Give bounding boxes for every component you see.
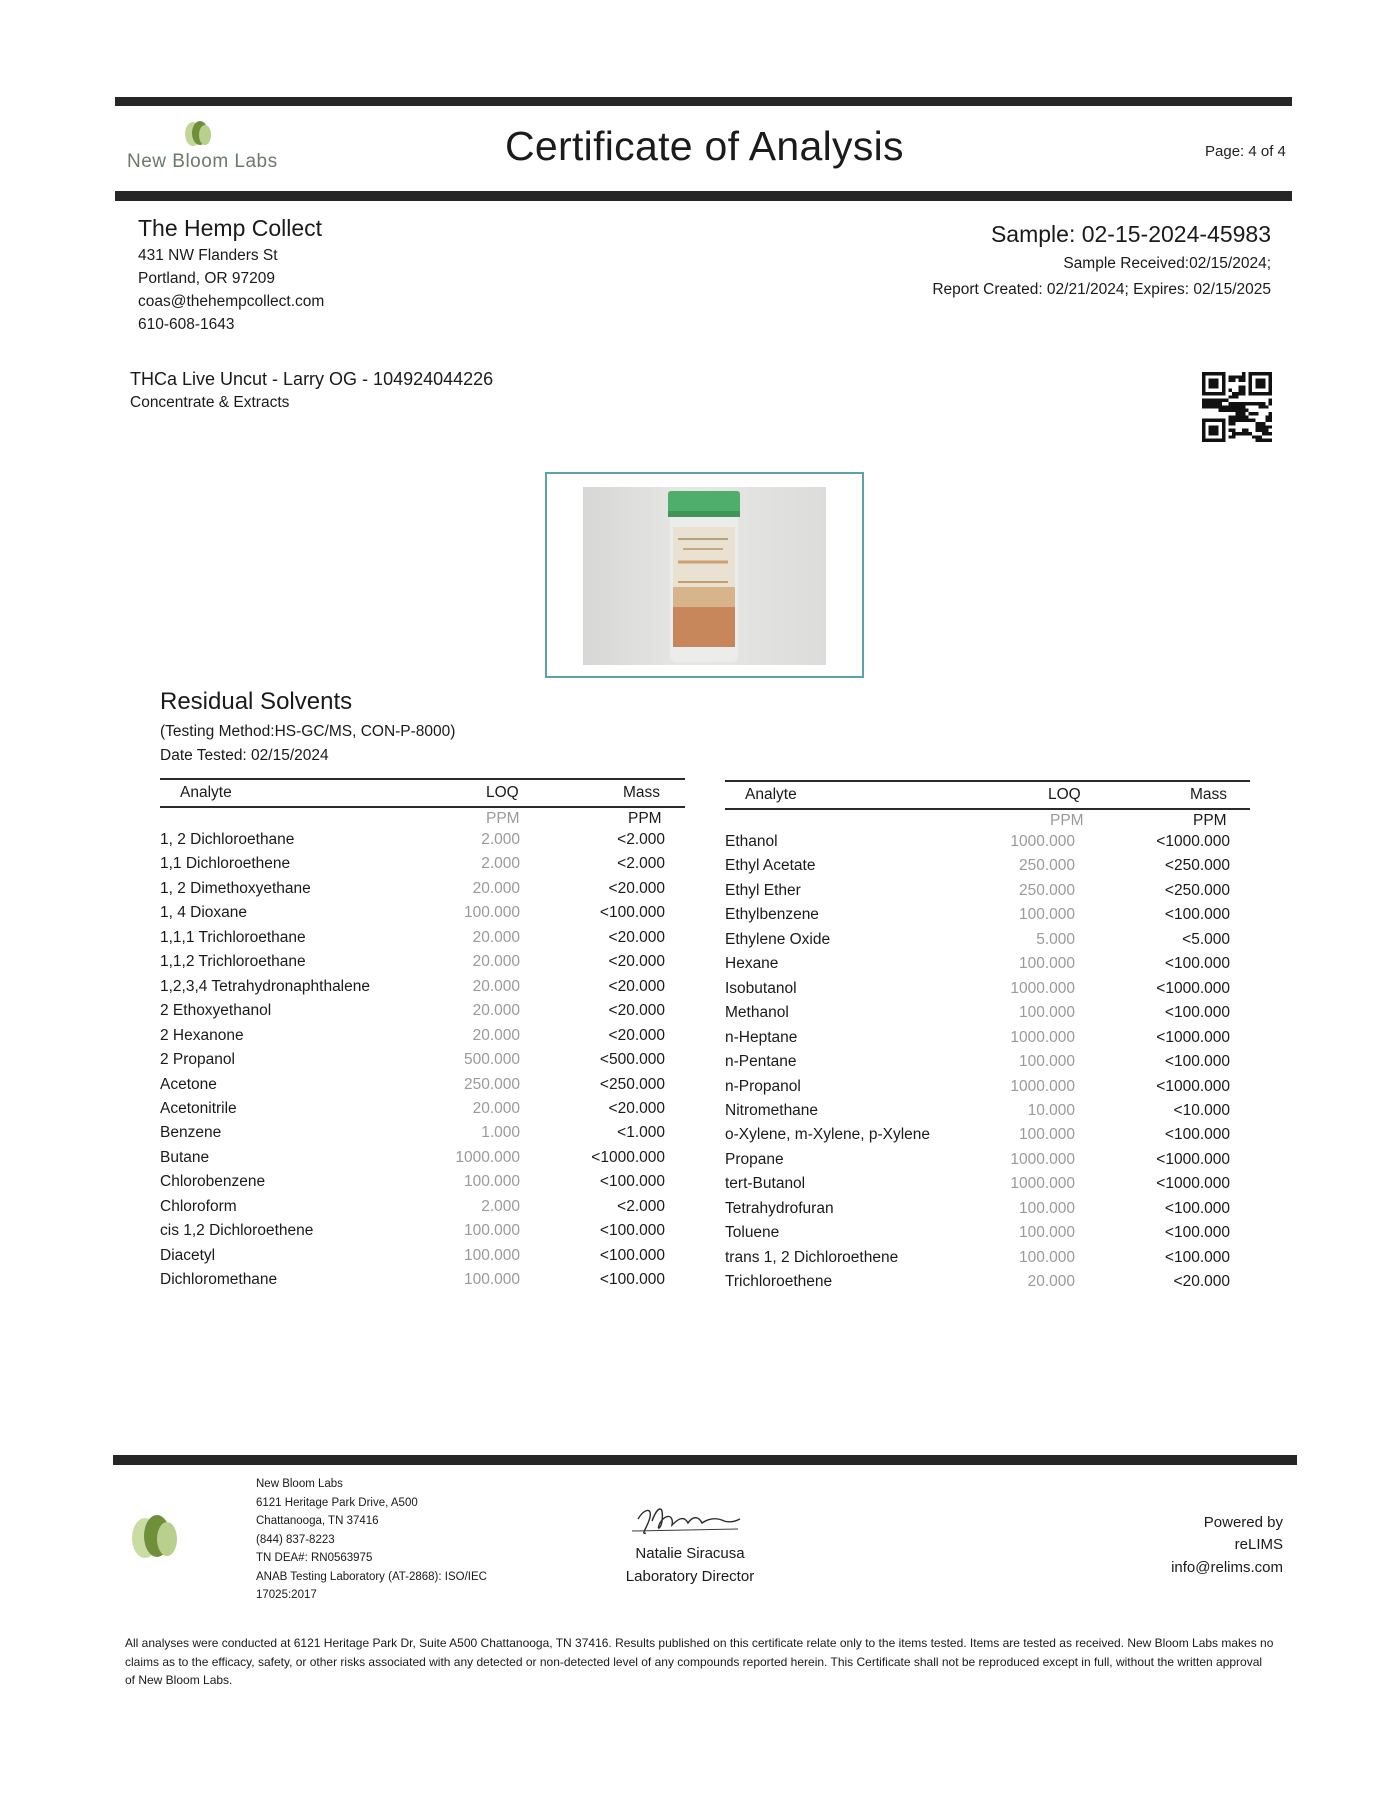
powered-by-email: info@relims.com	[1171, 1559, 1283, 1576]
table-subheader-rule	[160, 806, 685, 808]
product-category: Concentrate & Extracts	[130, 394, 290, 411]
table-row	[725, 1224, 1250, 1248]
mass-cell: <2.000	[617, 855, 665, 873]
table-row	[160, 1100, 685, 1124]
footer-lab-line: TN DEA#: RN0563975	[256, 1552, 373, 1564]
loq-cell: 20.000	[472, 977, 520, 995]
analyte-cell: 1,1,2 Trichloroethane	[160, 953, 306, 971]
mass-cell: <1000.000	[1156, 833, 1230, 850]
lab-logo	[178, 119, 218, 149]
client-phone: 610-608-1643	[138, 316, 235, 333]
analyte-cell: Trichloroethene	[725, 1273, 833, 1291]
analyte-cell: cis 1,2 Dichloroethene	[160, 1222, 314, 1240]
loq-cell: 100.000	[463, 1246, 520, 1264]
mass-cell: <1000.000	[1156, 1150, 1230, 1168]
analyte-cell: Chloroform	[160, 1197, 237, 1215]
table-row	[725, 1273, 1250, 1297]
mass-cell: <20.000	[608, 879, 665, 897]
mass-cell: <20.000	[1173, 1273, 1230, 1291]
mass-cell: <250.000	[1164, 857, 1230, 875]
analyte-cell: Acetonitrile	[160, 1099, 237, 1117]
mass-cell: <250.000	[1164, 881, 1230, 899]
table-row	[160, 929, 685, 953]
loq-cell: 1000.000	[1010, 833, 1075, 850]
sample-id: Sample: 02-15-2024-45983	[990, 221, 1271, 247]
mass-cell: <100.000	[1164, 1053, 1230, 1071]
analyte-cell: Propane	[725, 1150, 784, 1168]
table-row	[160, 1173, 685, 1197]
loq-cell: 100.000	[1018, 1199, 1075, 1217]
table-row	[160, 1002, 685, 1026]
mass-cell: <10.000	[1173, 1101, 1230, 1119]
table-row	[725, 1200, 1250, 1224]
loq-cell: 250.000	[1018, 857, 1075, 875]
table-row	[725, 857, 1250, 881]
loq-cell: 100.000	[463, 1222, 520, 1240]
loq-cell: 20.000	[472, 953, 520, 971]
loq-cell: 1000.000	[1010, 1028, 1075, 1046]
mass-cell: <100.000	[599, 1246, 665, 1264]
table-row	[725, 1175, 1250, 1199]
loq-cell: 1.000	[481, 1124, 520, 1142]
signature-image	[630, 1497, 742, 1539]
sample-received: Sample Received:02/15/2024;	[1063, 255, 1271, 272]
loq-cell: 100.000	[1018, 1004, 1075, 1022]
analyte-cell: 2 Hexanone	[160, 1026, 244, 1044]
page-number: Page: 4 of 4	[1205, 143, 1286, 160]
analyte-cell: Butane	[160, 1148, 210, 1166]
mass-unit: PPM	[1193, 812, 1227, 829]
mass-cell: <100.000	[1164, 1004, 1230, 1022]
loq-cell: 500.000	[463, 1051, 520, 1069]
loq-cell: 100.000	[1018, 955, 1075, 973]
client-address-line1: 431 NW Flanders St	[138, 247, 278, 264]
loq-cell: 1000.000	[455, 1148, 520, 1166]
loq-cell: 250.000	[1018, 881, 1075, 899]
loq-cell: 100.000	[1018, 1126, 1075, 1144]
analyte-cell: Ethylbenzene	[725, 906, 819, 924]
table-row	[725, 1102, 1250, 1126]
mass-cell: <20.000	[608, 977, 665, 995]
table-row	[725, 955, 1250, 979]
loq-cell: 1000.000	[1010, 1175, 1075, 1193]
mass-cell: <1000.000	[591, 1148, 665, 1166]
mass-cell: <20.000	[608, 1002, 665, 1020]
analyte-cell: Ethanol	[725, 833, 778, 850]
loq-cell: 1000.000	[1010, 1077, 1075, 1095]
column-header-mass: Mass	[1190, 786, 1228, 803]
mass-cell: <5.000	[1182, 930, 1230, 948]
report-dates: Report Created: 02/21/2024; Expires: 02/15/2025	[932, 281, 1271, 298]
analyte-cell: n-Propanol	[725, 1077, 801, 1095]
table-row	[160, 1076, 685, 1100]
loq-cell: 10.000	[1027, 1101, 1075, 1119]
client-email: coas@thehempcollect.com	[138, 293, 325, 310]
footer-lab-line: Chattanooga, TN 37416	[256, 1515, 379, 1527]
footer-lab-line: (844) 837-8223	[256, 1533, 335, 1546]
lab-name: New Bloom Labs	[127, 151, 278, 172]
table-subheader-rule	[725, 808, 1250, 810]
mass-cell: <100.000	[1164, 1248, 1230, 1266]
table-row	[725, 980, 1250, 1004]
mass-cell: <20.000	[608, 1026, 665, 1044]
table-row	[160, 1051, 685, 1075]
mass-cell: <1000.000	[1156, 979, 1230, 997]
client-name: The Hemp Collect	[138, 215, 323, 241]
analyte-cell: Diacetyl	[160, 1246, 216, 1264]
page-title: Certificate of Analysis	[505, 123, 904, 169]
analyte-cell: Tetrahydrofuran	[725, 1199, 834, 1217]
table-row	[725, 1249, 1250, 1273]
column-header-mass: Mass	[623, 784, 661, 801]
loq-cell: 20.000	[472, 879, 520, 897]
analyte-cell: 1,1 Dichloroethene	[160, 855, 291, 873]
table-row	[160, 1222, 685, 1246]
analyte-cell: trans 1, 2 Dichloroethene	[725, 1248, 899, 1266]
analyte-cell: Toluene	[725, 1224, 780, 1242]
loq-cell: 100.000	[1018, 906, 1075, 924]
analyte-cell: n-Heptane	[725, 1028, 798, 1046]
analyte-cell: Nitromethane	[725, 1101, 819, 1119]
mass-cell: <500.000	[599, 1051, 665, 1069]
footer-lab-line: New Bloom Labs	[256, 1478, 343, 1490]
loq-unit: PPM	[1050, 812, 1084, 829]
table-row	[725, 882, 1250, 906]
analyte-cell: 1, 2 Dichloroethane	[160, 831, 295, 848]
analyte-cell: Hexane	[725, 955, 779, 973]
footer-lab-logo	[125, 1512, 187, 1562]
analyte-cell: Methanol	[725, 1004, 789, 1022]
loq-cell: 1000.000	[1010, 979, 1075, 997]
mass-cell: <1000.000	[1156, 1028, 1230, 1046]
analyte-cell: 1,1,1 Trichloroethane	[160, 928, 306, 946]
footer-lab-line: 17025:2017	[256, 1589, 317, 1601]
analyte-cell: o-Xylene, m-Xylene, p-Xylene	[725, 1126, 931, 1144]
client-address-line2: Portland, OR 97209	[138, 270, 276, 287]
analyte-cell: Isobutanol	[725, 979, 797, 997]
loq-cell: 100.000	[1018, 1224, 1075, 1242]
loq-cell: 100.000	[1018, 1053, 1075, 1071]
analyte-cell: 1, 4 Dioxane	[160, 904, 248, 922]
mass-cell: <250.000	[599, 1075, 665, 1093]
loq-cell: 20.000	[472, 1002, 520, 1020]
mass-cell: <100.000	[1164, 955, 1230, 973]
table-row	[160, 953, 685, 977]
product-photo	[583, 487, 826, 665]
mass-cell: <100.000	[1164, 1126, 1230, 1144]
analyte-cell: tert-Butanol	[725, 1175, 806, 1193]
table-row	[160, 831, 685, 855]
column-header-loq: LOQ	[1048, 786, 1081, 803]
table-header-rule	[725, 780, 1250, 782]
analyte-cell: Ethyl Ether	[725, 881, 801, 899]
loq-cell: 20.000	[472, 1099, 520, 1117]
mass-cell: <2.000	[617, 1197, 665, 1215]
residual-solvents-table-left	[160, 778, 685, 1298]
mass-cell: <100.000	[599, 1222, 665, 1240]
table-row	[725, 1029, 1250, 1053]
residual-solvents-table-right	[725, 780, 1250, 1300]
analyte-cell: Acetone	[160, 1075, 217, 1093]
analyte-cell: 2 Ethoxyethanol	[160, 1002, 272, 1020]
analyte-cell: 1,2,3,4 Tetrahydronaphthalene	[160, 977, 370, 995]
loq-cell: 100.000	[463, 904, 520, 922]
mass-cell: <20.000	[608, 928, 665, 946]
table-row	[725, 906, 1250, 930]
mass-cell: <100.000	[599, 904, 665, 922]
table-row	[725, 1004, 1250, 1028]
mass-cell: <1.000	[617, 1124, 665, 1142]
signer-title: Laboratory Director	[625, 1568, 755, 1585]
footer-lab-line: ANAB Testing Laboratory (AT-2868): ISO/IEC	[256, 1570, 487, 1583]
mass-cell: <2.000	[617, 831, 665, 848]
loq-cell: 2.000	[481, 1197, 520, 1215]
loq-cell: 2.000	[481, 855, 520, 873]
mass-cell: <20.000	[608, 953, 665, 971]
powered-by-label: Powered by	[1203, 1514, 1283, 1531]
product-name: THCa Live Uncut - Larry OG - 104924044226	[130, 369, 494, 389]
analyte-cell: n-Pentane	[725, 1053, 797, 1071]
loq-cell: 20.000	[472, 1026, 520, 1044]
qr-code	[1202, 372, 1272, 442]
footer-rule	[113, 1455, 1297, 1465]
table-row	[160, 1149, 685, 1173]
testing-method: (Testing Method:HS-GC/MS, CON-P-8000)	[160, 723, 456, 740]
analyte-cell: 2 Propanol	[160, 1051, 235, 1069]
table-row	[725, 1126, 1250, 1150]
loq-cell: 100.000	[463, 1271, 520, 1289]
table-row	[160, 1271, 685, 1295]
analyte-cell: Ethyl Acetate	[725, 857, 816, 875]
header-top-rule	[115, 97, 1292, 106]
analyte-cell: Chlorobenzene	[160, 1173, 266, 1191]
footer-lab-line: 6121 Heritage Park Drive, A500	[256, 1496, 418, 1509]
table-row	[725, 1078, 1250, 1102]
table-row	[160, 978, 685, 1002]
table-header-rule	[160, 778, 685, 780]
table-row	[160, 1247, 685, 1271]
mass-cell: <100.000	[599, 1173, 665, 1191]
table-row	[160, 1027, 685, 1051]
analyte-cell: Dichloromethane	[160, 1271, 278, 1289]
analyte-cell: 1, 2 Dimethoxyethane	[160, 879, 311, 897]
table-row	[160, 1124, 685, 1148]
powered-by-name: reLIMS	[1234, 1536, 1283, 1553]
mass-cell: <1000.000	[1156, 1175, 1230, 1193]
mass-cell: <100.000	[1164, 906, 1230, 924]
analyte-cell: Ethylene Oxide	[725, 930, 831, 948]
loq-cell: 100.000	[463, 1173, 520, 1191]
table-row	[725, 1151, 1250, 1175]
column-header-loq: LOQ	[486, 784, 519, 801]
footer-lab-address	[256, 1475, 546, 1605]
table-row	[725, 931, 1250, 955]
column-header-analyte: Analyte	[745, 786, 797, 803]
table-row	[160, 855, 685, 879]
mass-unit: PPM	[628, 810, 662, 827]
table-row	[160, 904, 685, 928]
date-tested: Date Tested: 02/15/2024	[160, 747, 329, 764]
section-title: Residual Solvents	[160, 688, 353, 715]
table-row	[725, 1053, 1250, 1077]
loq-cell: 100.000	[1018, 1248, 1075, 1266]
mass-cell: <1000.000	[1156, 1077, 1230, 1095]
mass-cell: <100.000	[1164, 1224, 1230, 1242]
loq-cell: 20.000	[472, 928, 520, 946]
analyte-cell: Benzene	[160, 1124, 222, 1142]
table-row	[160, 1198, 685, 1222]
loq-cell: 20.000	[1027, 1273, 1075, 1291]
loq-cell: 5.000	[1036, 930, 1075, 948]
loq-cell: 1000.000	[1010, 1150, 1075, 1168]
table-row	[725, 833, 1250, 857]
column-header-analyte: Analyte	[180, 784, 232, 801]
mass-cell: <20.000	[608, 1099, 665, 1117]
header-bottom-rule	[115, 191, 1292, 201]
loq-cell: 2.000	[481, 831, 520, 848]
table-row	[160, 880, 685, 904]
loq-cell: 250.000	[463, 1075, 520, 1093]
mass-cell: <100.000	[599, 1271, 665, 1289]
mass-cell: <100.000	[1164, 1199, 1230, 1217]
signer-name: Natalie Siracusa	[635, 1545, 745, 1562]
disclaimer: All analyses were conducted at 6121 Heritage Park Dr, Suite A500 Chattanooga, TN 37416. Results published on this certificate relate only to the items tested. Items are tested as received. New Bloom Labs makes no claims as to the efficacy, safety, or other risks associated with any detected or non-detected level of any compounds reported herein. This Certificate shall not be reproduced except in full, without the written approval of New Bloom Labs.	[125, 1636, 1274, 1687]
loq-unit: PPM	[486, 810, 520, 827]
product-photo-frame	[545, 472, 864, 678]
